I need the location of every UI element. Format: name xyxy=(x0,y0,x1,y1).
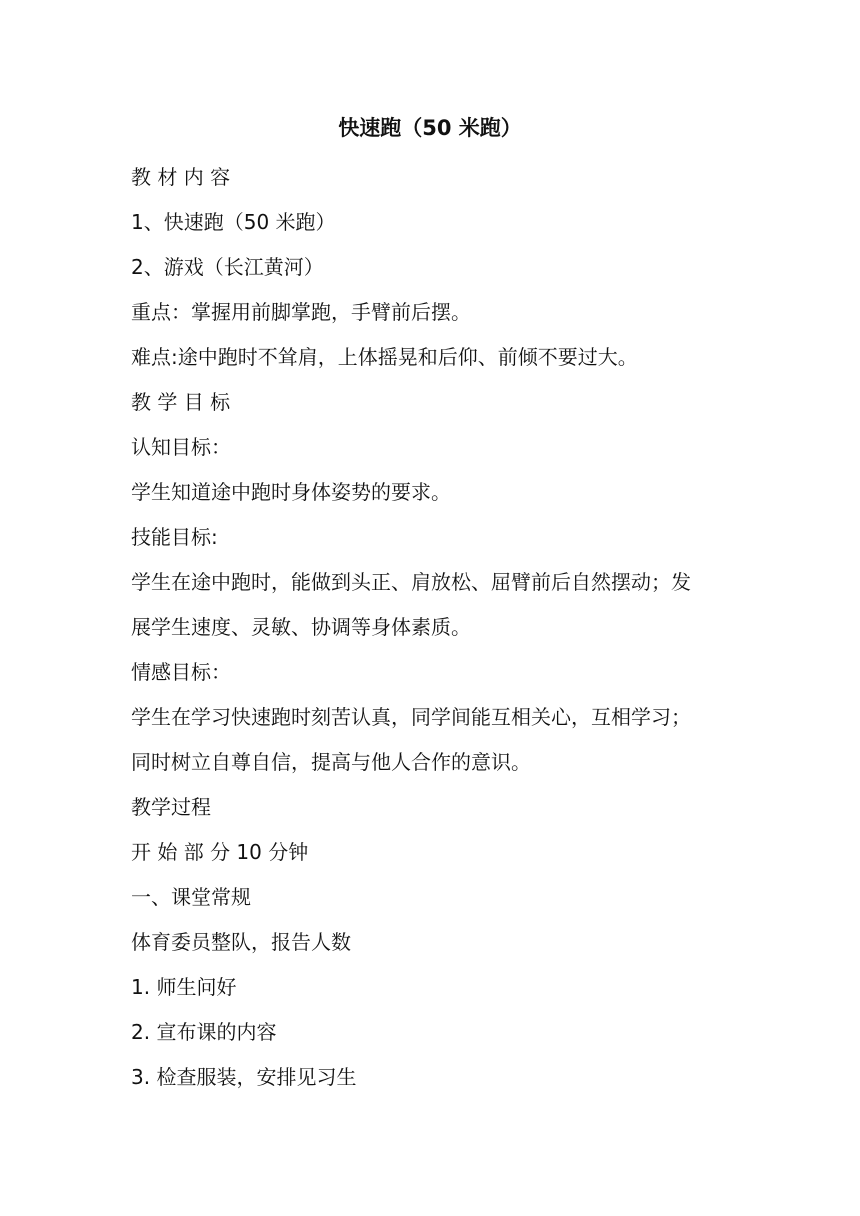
document-body xyxy=(131,155,741,1100)
affective-objective-label: 情感目标： xyxy=(131,660,231,684)
opening-part-heading: 开 始 部 分 10 分钟 xyxy=(131,840,309,864)
affective-objective-text-line-2: 同时树立自尊自信，提高与他人合作的意识。 xyxy=(131,750,531,774)
skill-objective-label: 技能目标: xyxy=(131,525,218,549)
key-point-text: 重点：掌握用前脚掌跑，手臂前后摆。 xyxy=(131,300,471,324)
routine-heading: 一、课堂常规 xyxy=(131,885,251,909)
routine-step-3: 3. 检查服装，安排见习生 xyxy=(131,1065,357,1089)
section-heading-objectives: 教 学 目 标 xyxy=(131,390,231,414)
section-heading-process: 教学过程 xyxy=(131,795,211,819)
skill-objective-text-line-2: 展学生速度、灵敏、协调等身体素质。 xyxy=(131,615,471,639)
document-title: 快速跑（50 米跑） xyxy=(338,116,522,140)
routine-step-1: 1. 师生问好 xyxy=(131,975,237,999)
affective-objective-text-line-1: 学生在学习快速跑时刻苦认真，同学间能互相关心，互相学习； xyxy=(131,705,691,729)
content-item-1: 1、快速跑（50 米跑） xyxy=(131,210,336,234)
skill-objective-text-line-1: 学生在途中跑时，能做到头正、肩放松、屈臂前后自然摆动；发 xyxy=(131,570,691,594)
cognitive-objective-text: 学生知道途中跑时身体姿势的要求。 xyxy=(131,480,451,504)
difficulty-text: 难点:途中跑时不耸肩，上体摇晃和后仰、前倾不要过大。 xyxy=(131,345,638,369)
routine-intro: 体育委员整队，报告人数 xyxy=(131,930,351,954)
routine-step-2: 2. 宣布课的内容 xyxy=(131,1020,277,1044)
section-heading-materials: 教 材 内 容 xyxy=(131,165,231,189)
content-item-2: 2、游戏（长江黄河） xyxy=(131,255,324,279)
cognitive-objective-label: 认知目标： xyxy=(131,435,231,459)
